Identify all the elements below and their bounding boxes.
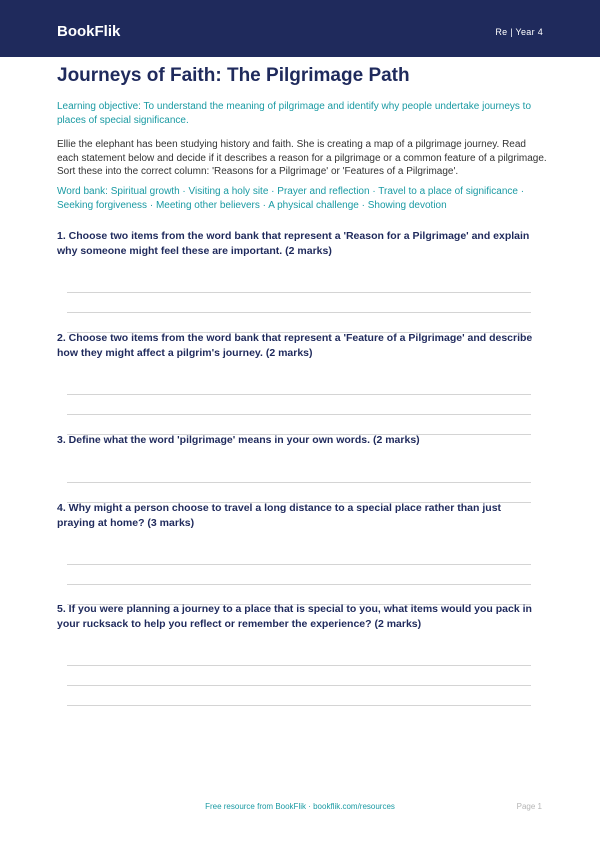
- worksheet-title: Journeys of Faith: The Pilgrimage Path: [57, 65, 410, 86]
- intro-text: Ellie the elephant has been studying history and faith. She is creating a map of a pilgrimage journey. Read each statement below and decide if it describes a reason for a pilgrimage or a common feature of a pilgrimage. Sort these into the correct column: 'Reasons for a Pilgrimage' or 'Features of a Pilgrimage'.: [57, 139, 547, 177]
- answer-line[interactable]: [67, 292, 531, 293]
- question-4: 4. Why might a person choose to travel a long distance to a special place rather than just praying at home? (3 marks): [57, 502, 502, 529]
- answer-line[interactable]: [67, 665, 531, 666]
- page-header: [0, 0, 600, 57]
- page-number: Page 1: [516, 802, 542, 811]
- question-1: 1. Choose two items from the word bank that represent a 'Reason for a Pilgrimage' and explain why someone might feel these are important. (2 marks): [57, 230, 530, 257]
- subject-year-label: Re | Year 4: [495, 27, 543, 37]
- answer-line[interactable]: [67, 414, 531, 415]
- answer-line[interactable]: [67, 564, 531, 565]
- brand-logo: BookFlik: [57, 23, 121, 40]
- answer-line[interactable]: [67, 685, 531, 686]
- question-2: 2. Choose two items from the word bank that represent a 'Feature of a Pilgrimage' and describe how they might affect a pilgrim's journey. (2 marks): [57, 332, 533, 359]
- question-3: 3. Define what the word 'pilgrimage' means in your own words. (2 marks): [57, 434, 420, 446]
- answer-line[interactable]: [67, 312, 531, 313]
- answer-line[interactable]: [67, 584, 531, 585]
- answer-line[interactable]: [67, 705, 531, 706]
- answer-line[interactable]: [67, 482, 531, 483]
- answer-line[interactable]: [67, 394, 531, 395]
- question-5: 5. If you were planning a journey to a place that is special to you, what items would you pack in your rucksack to help you reflect or remember the experience? (2 marks): [57, 603, 532, 630]
- footer-credit: Free resource from BookFlik · bookflik.com/resources: [205, 802, 395, 811]
- word-bank: Word bank: Spiritual growth · Visiting a holy site · Prayer and reflection · Travel to a place of significance · Seeking forgiveness · Meeting other believers · A physical challenge · Showing devotion: [57, 186, 525, 211]
- learning-objective: Learning objective: To understand the meaning of pilgrimage and identify why people undertake journeys to places of special significance.: [57, 101, 532, 126]
